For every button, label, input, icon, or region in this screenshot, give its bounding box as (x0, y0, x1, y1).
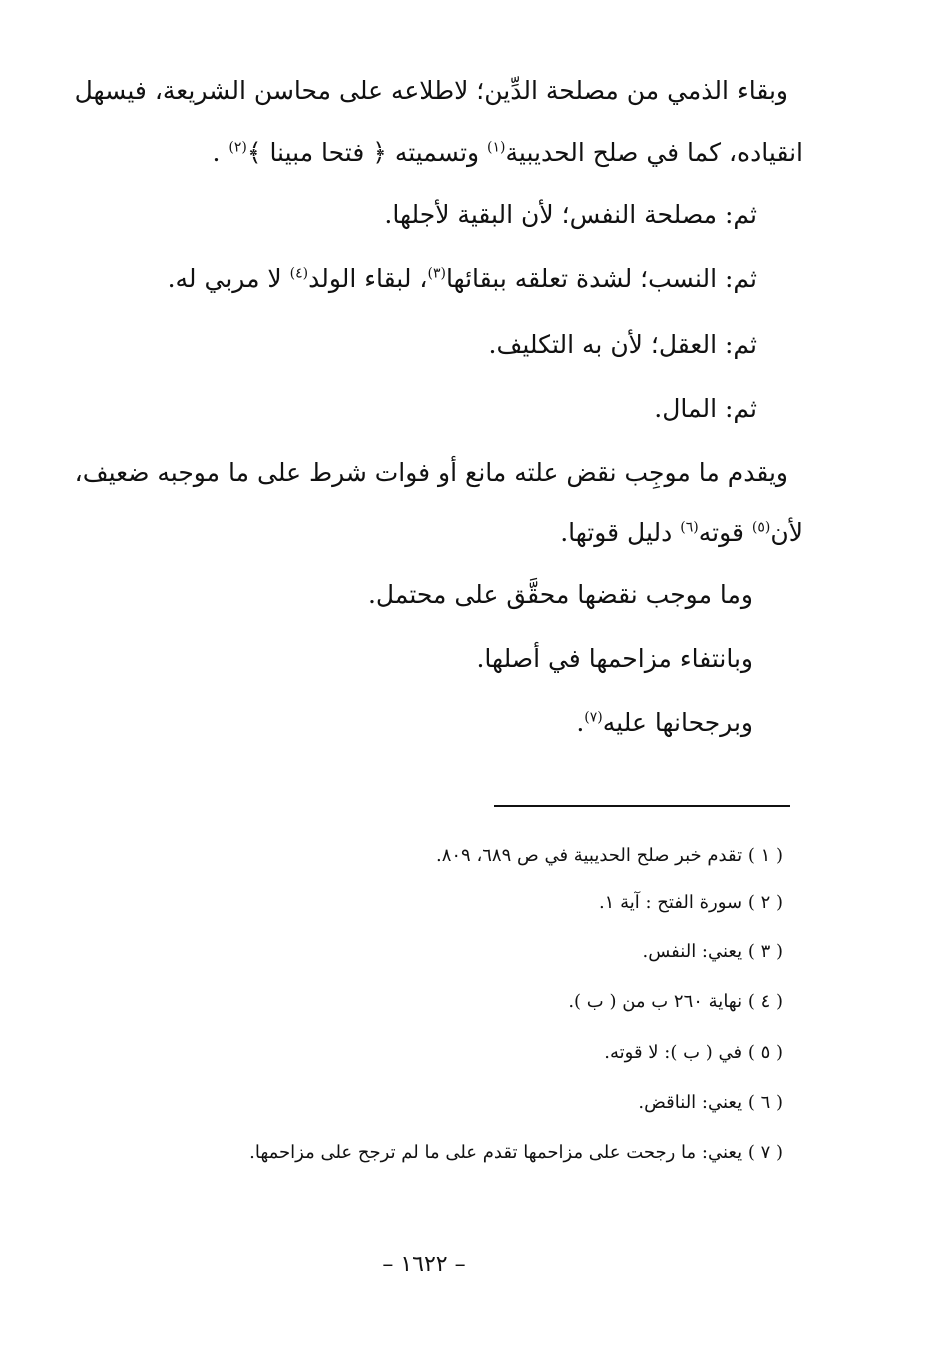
body-line-4-start: ثم: النسب؛ لشدة تعلقه ببقائها (445, 264, 757, 293)
footnote-3: ( ٣ ) يعني: النفس. (642, 941, 783, 962)
body-line-1: وبقاء الذمي من مصلحة الدِّين؛ لاطلاعه على محاسن الشريعة، فيسهل (74, 76, 788, 105)
footnote-6: ( ٦ ) يعني: الناقض. (638, 1092, 783, 1113)
body-line-6: ثم: المال. (654, 394, 757, 423)
body-line-8 (560, 516, 803, 550)
footnote-4: ( ٤ ) نهاية ٢٦٠ ب من ( ب ). (568, 991, 783, 1012)
body-line-8-start: لأن (770, 518, 803, 547)
footnote-mark-3: (٣) (427, 265, 446, 282)
body-line-2 (212, 136, 803, 170)
body-line-7: ويقدم ما موجِب نقض علته مانع أو فوات شرط على ما موجبه ضعيف، (74, 458, 788, 487)
body-line-11-start: وبرجحانها عليه (602, 708, 753, 737)
footnote-mark-4: (٤) (289, 265, 309, 282)
body-line-9: وما موجب نقضها محقَّق على محتمل. (367, 580, 753, 609)
body-line-5: ثم: العقل؛ لأن به التكليف. (488, 330, 757, 359)
body-line-11 (576, 706, 753, 740)
body-line-3: ثم: مصلحة النفس؛ لأن البقية لأجلها. (384, 200, 757, 229)
footnote-mark-2: (٢) (228, 139, 247, 156)
body-line-4-end: لا مربي له. (167, 264, 290, 293)
footnote-2: ( ٢ ) سورة الفتح : آية ١. (598, 892, 783, 913)
footnote-5: ( ٥ ) في ( ب ): لا قوته. (604, 1042, 783, 1063)
body-line-2-middle: وتسميته ﴿ فتحا مبينا ﴾ (246, 138, 488, 167)
footnote-mark-5: (٥) (751, 519, 771, 536)
body-line-8-middle: قوته (698, 518, 752, 547)
footnote-7: ( ٧ ) يعني: ما رجحت على مزاحمها تقدم على ما لم ترجح على مزاحمها. (249, 1142, 783, 1163)
body-line-4 (168, 262, 757, 296)
body-line-11-end: . (576, 708, 585, 737)
footnote-separator (494, 805, 790, 807)
footnote-mark-6: (٦) (680, 519, 699, 536)
body-line-2-end: . (212, 138, 229, 167)
footnote-mark-1: (١) (487, 139, 506, 156)
body-line-4-middle: ، لبقاء الولد (308, 264, 428, 293)
footnote-1: ( ١ ) تقدم خبر صلح الحديبية في ص ٦٨٩، ٨٠٩. (435, 845, 783, 866)
body-line-2-start: انقياده، كما في صلح الحديبية (505, 138, 803, 167)
page-number: – ١٦٢٢ – (382, 1252, 466, 1277)
body-line-8-end: دليل قوتها. (560, 518, 681, 547)
footnote-mark-7: (٧) (584, 709, 603, 726)
body-line-10: وبانتفاء مزاحمها في أصلها. (476, 644, 753, 673)
